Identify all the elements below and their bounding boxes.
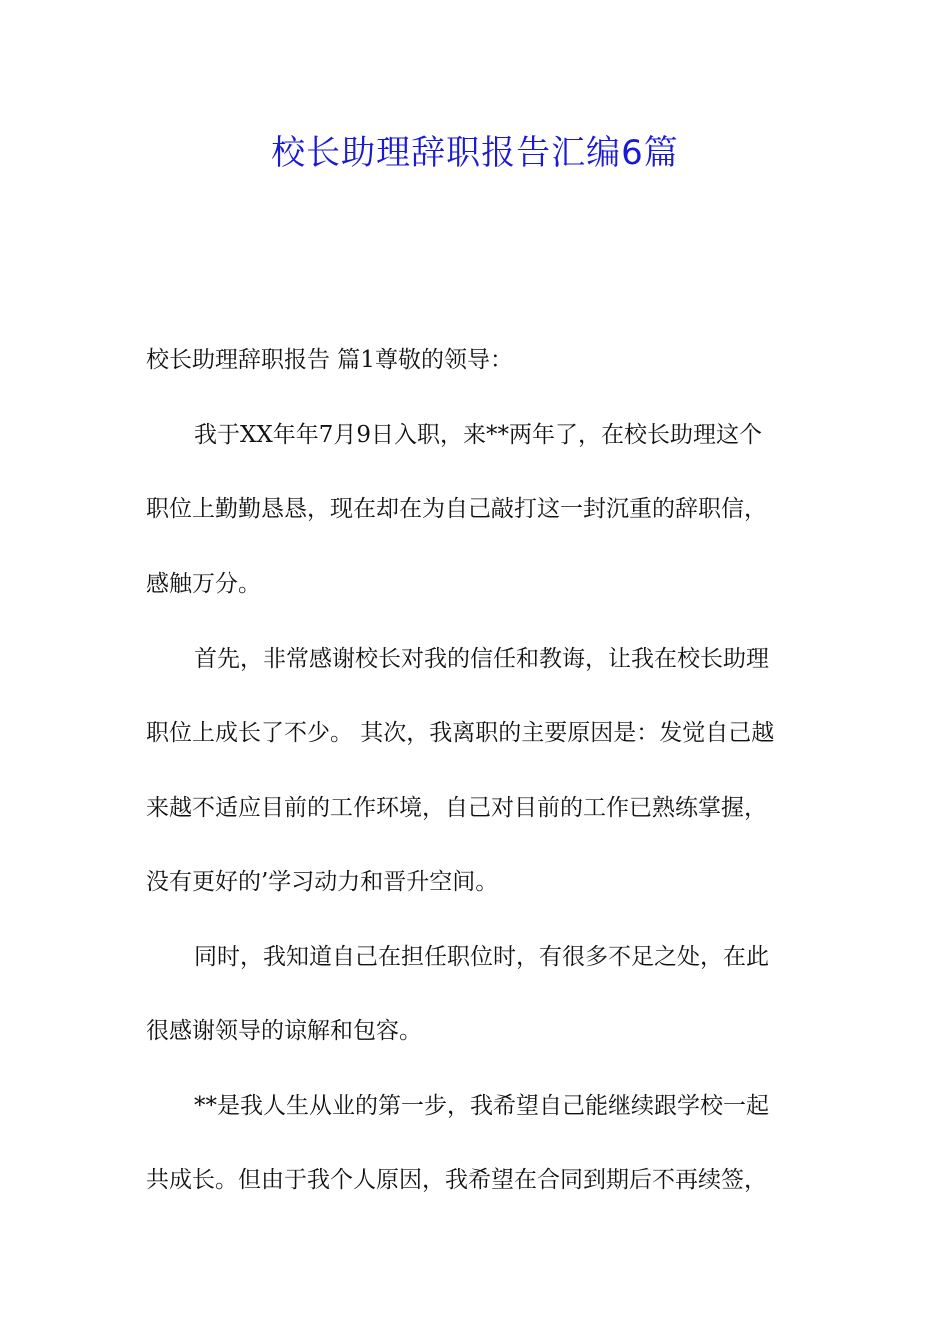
paragraph-line: 没有更好的’学习动力和晋升空间。 xyxy=(146,869,499,895)
paragraph-line: 职位上成长了不少。 其次，我离职的主要原因是：发觉自己越 xyxy=(146,720,775,746)
paragraph-line: 首先，非常感谢校长对我的信任和教诲，让我在校长助理 xyxy=(194,646,769,672)
paragraph-line: 共成长。但由于我个人原因，我希望在合同到期后不再续签， xyxy=(146,1167,767,1193)
paragraph-line: 职位上勤勤恳恳，现在却在为自己敲打这一封沉重的辞职信， xyxy=(146,496,767,522)
paragraph-line: **是我人生从业的第一步，我希望自己能继续跟学校一起 xyxy=(194,1093,769,1119)
document-title: 校长助理辞职报告汇编6篇 xyxy=(271,133,679,173)
paragraph-line: 很感谢领导的谅解和包容。 xyxy=(146,1018,422,1044)
paragraph-line: 感触万分。 xyxy=(146,571,261,597)
section-heading-line: 校长助理辞职报告 篇1尊敬的领导： xyxy=(146,347,513,373)
paragraph-line: 来越不适应目前的工作环境，自己对目前的工作已熟练掌握， xyxy=(146,795,767,821)
paragraph-line: 我于XX年年7月9日入职，来**两年了，在校长助理这个 xyxy=(194,422,763,448)
paragraph-line: 同时，我知道自己在担任职位时，有很多不足之处，在此 xyxy=(194,944,769,970)
